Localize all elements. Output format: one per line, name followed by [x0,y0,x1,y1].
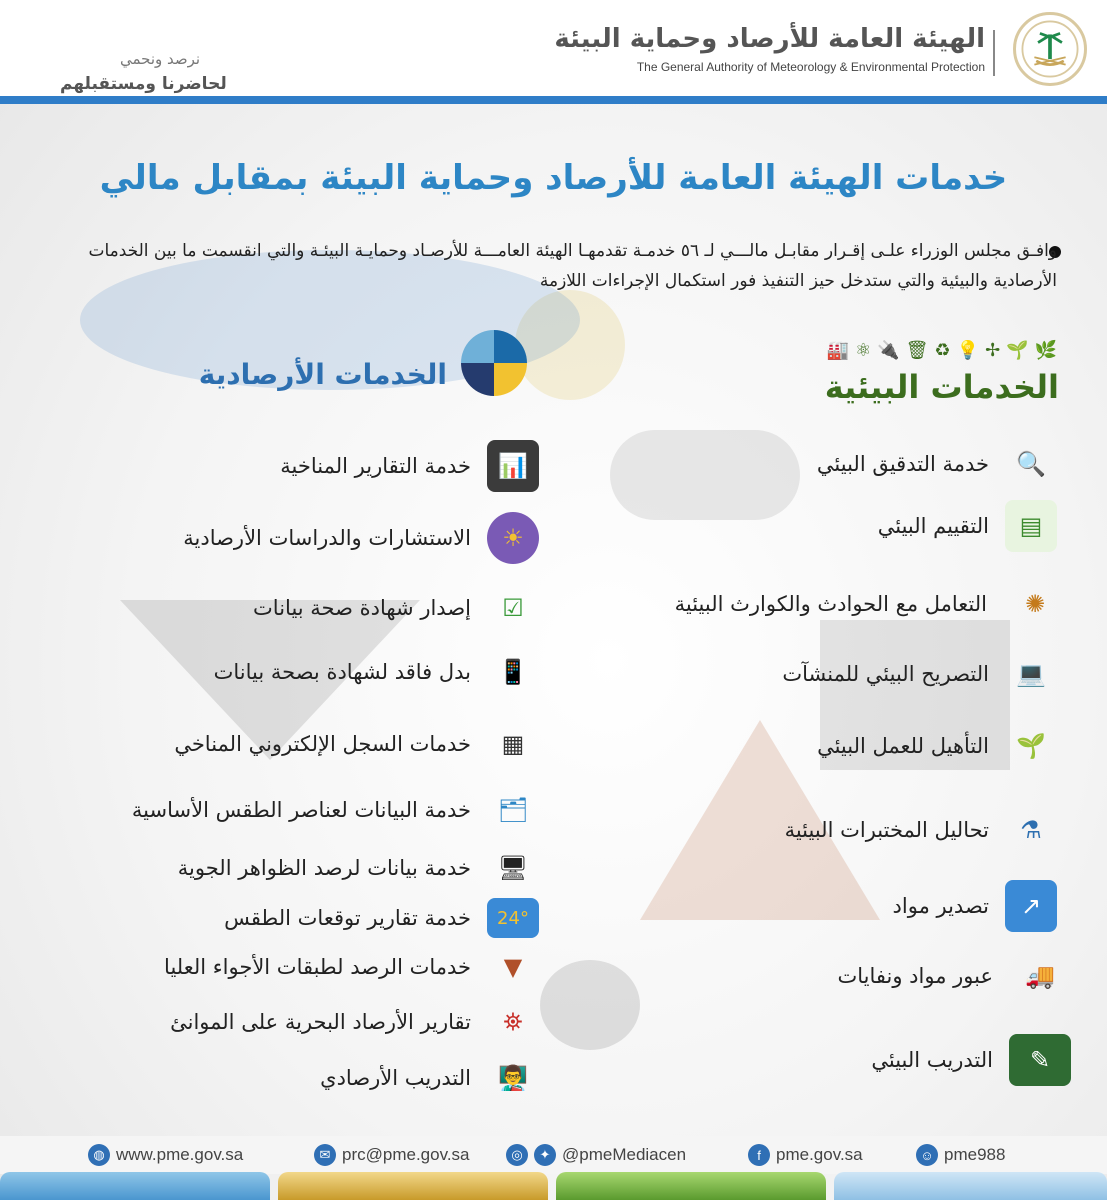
footer-snapchat[interactable] [916,1144,1005,1166]
email-link[interactable]: prc@pme.gov.sa [342,1145,470,1164]
lab-flask-icon: ⚗ [1020,816,1042,844]
buoy-icon: ⛯ [503,1008,523,1036]
env-service-label: التدريب البيئي [871,1048,993,1072]
presentation-icon: 👨‍🏫 [498,1064,528,1092]
met-service-item [170,996,539,1048]
footer-social[interactable] [506,1144,686,1166]
phone-document-icon: 📱 [498,658,528,686]
social-handle[interactable]: @pmeMediacen [562,1145,687,1164]
env-service-label: تحاليل المختبرات البيئية [784,818,989,842]
slogan-line-2: لحاضرنا ومستقبلهم [60,74,227,94]
magnifier-eye-icon: 🔍 [1016,450,1046,478]
footer-water-strip [0,1172,270,1200]
export-icon: ↗ [1005,880,1057,932]
training-board-icon: ✎ [1009,1034,1071,1086]
monitor-search-icon: 🖥 [497,854,529,882]
env-service-label: التعامل مع الحوادث والكوارث البيئية [674,592,987,616]
met-service-label: الاستشارات والدراسات الأرصادية [183,526,471,550]
page-title: خدمات الهيئة العامة للأرصاد وحماية البيئة بمقابل مالي [99,158,1008,198]
snapchat-handle[interactable]: pme988 [944,1145,1006,1164]
snapchat-icon: ☺ [916,1144,938,1166]
disasters-icon: ✺ [1024,590,1046,618]
consulting-icon: ☀ [487,512,539,564]
facebook-icon: f [748,1144,770,1166]
hand-plant-icon: 🌱 [1016,732,1046,760]
meteorological-services-heading: الخدمات الأرصادية [198,358,447,391]
met-service-label: بدل فاقد لشهادة بصحة بيانات [213,660,471,684]
plug-icon: 🔌 [877,340,900,361]
env-service-item [785,804,1057,856]
met-service-item [253,582,539,634]
climate-report-icon: 📊 [487,440,539,492]
met-service-item [174,718,539,770]
env-service-label: التقييم البيئي [877,514,989,538]
trash-icon: 🗑 [905,340,929,361]
intro-text: وافـق مجلس الوزراء علـى إقـرار مقابـل مالـــي لـ ٥٦ خدمـة تقدمهـا الهيئة العامـــة للأرصـاد وحمايـة البيئـة والتي انقسمت ما بين الخدمات الأرصادية والبيئية والتي ستدخل حيز التنفيذ فور استكمال الإجراءات اللازمة [88,241,1057,291]
env-service-item [837,950,1071,1002]
env-service-label: خدمة التدقيق البيئي [816,452,989,476]
laptop-permit-icon: 💻 [1016,660,1046,688]
met-service-label: خدمات الرصد لطبقات الأجواء العليا [164,955,471,979]
met-service-label: خدمات السجل الإلكتروني المناخي [174,732,471,756]
checklist-icon: ☑ [502,594,524,622]
env-service-item [871,1034,1071,1086]
met-service-item [132,784,539,836]
footer-sand-strip [278,1172,548,1200]
background-skull-icon [540,960,640,1050]
env-service-item [878,500,1057,552]
met-service-label: إصدار شهادة صحة بيانات [253,596,471,620]
forecast-icon: 24° [487,898,539,938]
met-service-item [183,512,539,564]
met-service-label: خدمة البيانات لعناصر الطقس الأساسية [131,798,471,822]
footer-green-strip [556,1172,826,1200]
atmosphere-layers-icon: ▼ [503,953,523,981]
footer-email[interactable] [314,1144,470,1166]
env-service-item [675,572,1067,636]
met-service-item [214,646,539,698]
met-service-item [280,440,539,492]
footer-website[interactable] [88,1144,243,1166]
met-service-item [224,898,539,938]
authority-logo [1013,12,1087,86]
logo-divider [993,30,995,76]
env-service-item [893,880,1057,932]
met-service-item [320,1052,539,1104]
environment-icons-row [827,340,1057,361]
met-service-label: التدريب الأرصادي [320,1066,471,1090]
facebook-link[interactable]: pme.gov.sa [776,1145,863,1164]
env-service-label: عبور مواد ونفايات [837,964,993,988]
footer-facebook[interactable] [748,1144,863,1166]
email-icon: ✉ [314,1144,336,1166]
met-service-item [178,842,539,894]
weather-globe-icon [461,330,527,396]
slogan-line-1: نرصد ونحمي [120,50,201,68]
leaf-icon: 🌿 [1034,340,1057,361]
met-service-item [164,944,539,990]
truck-icon: 🚚 [1025,962,1055,990]
env-service-label: التأهيل للعمل البيئي [817,734,989,758]
met-service-label: خدمة بيانات لرصد الظواهر الجوية [177,856,471,880]
environmental-services-heading: الخدمات البيئية [824,368,1059,406]
tablet-weather-icon: ▦ [501,730,525,758]
footer-sky-strip [834,1172,1107,1200]
env-service-item [782,648,1057,700]
twitter-icon: ✦ [534,1144,556,1166]
energy-rating-icon: ▤ [1005,500,1057,552]
org-name-english: The General Authority of Meteorology & Environmental Protection [636,60,985,74]
header-divider [0,96,1107,104]
atom-icon: ⚛ [855,340,872,361]
wind-turbine-icon: ✢ [985,340,1001,361]
met-service-label: خدمة تقارير توقعات الطقس [224,906,471,930]
globe-icon: ◍ [88,1144,110,1166]
met-service-label: تقارير الأرصاد البحرية على الموانئ [170,1010,471,1034]
env-service-item [817,720,1057,772]
website-link[interactable]: www.pme.gov.sa [116,1145,244,1164]
bulb-icon: 💡 [956,340,980,361]
org-name-arabic: الهيئة العامة للأرصاد وحماية البيئة [554,24,985,54]
recycle-icon: ♻ [934,340,951,361]
data-files-icon: 🗂 [497,796,529,824]
met-service-label: خدمة التقارير المناخية [280,454,471,478]
env-service-label: التصريح البيئي للمنشآت [782,662,989,686]
palm-swords-icon [1016,15,1084,83]
instagram-icon: ◎ [506,1144,528,1166]
factory-icon: 🏭 [826,340,850,361]
background-cloud-icon [610,430,800,520]
env-service-item [817,438,1057,490]
sprout-icon: 🌱 [1006,340,1029,361]
env-service-label: تصدير مواد [892,894,989,918]
